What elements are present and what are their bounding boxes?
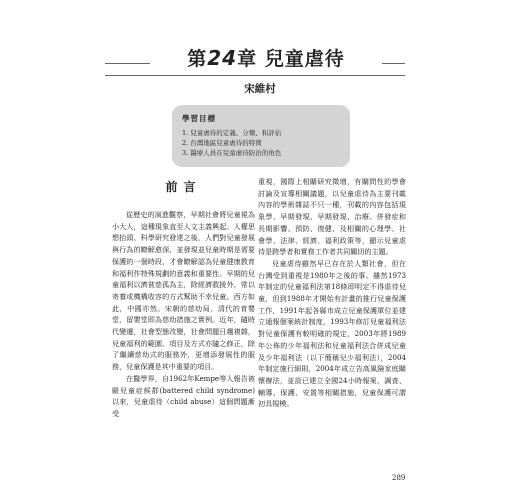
- chapter-prefix: 第: [187, 48, 208, 70]
- page-number: 289: [392, 474, 406, 482]
- objective-item-1: 1. 兒童虐待的定義、分類、和評估: [182, 129, 282, 137]
- paragraph: 在醫學界，自1962年Kempe等人報告被毆兒童症候群(battered child syndrome)以來，兒童虐待（child abuse）這個問題漸受: [112, 373, 255, 418]
- right-column: [258, 176, 406, 410]
- title-rule-bottom: [105, 75, 405, 76]
- chapter-title: [150, 44, 382, 71]
- objectives-heading: 學習目標: [182, 114, 216, 123]
- paragraph: 兒童虐待雖然早已存在於人類社會，但在台灣受到重視是1980年之後的事。雖然1973年制定的兒童福利法第18條即明定不得虐待兒童，但到1988年才開始有計畫的推行兒童保護工作，1991年起各縣市成立兒童保護單位並建立通報個案統計制度，1993年修訂兒童福利法對兒童保護有較明確的規定，2003年將1989年公佈的少年福利法和兒童福利法合併成兒童及少年福利法（以下簡稱兒少福利法），2004年制定施行細則，2004年成立告高風險家庭關懷辦法，並設已建立全國24小時報案，調查、輔導、保護、安置等相關措施，兒童保護可謂初具規模。: [258, 258, 406, 409]
- chapter-suffix: 章 兒童虐待: [237, 48, 345, 70]
- objective-item-2: 2. 台灣地區兒童虐待的特徵: [182, 139, 262, 147]
- paragraph: 從歷史的演進觀察，早期社會將兒童視為小大人，這種現象直至人文主義興起、人權思想抬頭、科學研究發達之後，人們對兒童發展與行為的瞭解愈深，並發現並兒童時期是需要保護的一個時段，才會瞭解認為兒童健康教育和福利作特殊規劃的意義和重要性。早期的兒童福利以濟貧慈孤為主，除經濟救援外，常以寄養或機構收容的方式幫助不幸兒童。西方如此，中國亦然。宋朝的慈幼局，清代的育嬰堂，留嬰堂即為慈幼措施之實例。近年，隨時代變遷，社會型態改變，社會問題日趨複雜，兒童福利的範圍、項目及方式亦隨之修正，除了繼續慈幼式的服務外，更增添發展性的服務，兒童保護是其中重要的項目。: [112, 210, 255, 372]
- paragraph: 重視，國際上相關研究徵增，有關問性的學會討論及宣導相關議題，以兒童虐待為主要刊載內容的學術雜誌不只一種，刊載的內容包括現象學、早期發現、早期發現、治療、併發症和長期影響、預防、復健、及相關的心理學、社會學、法律、經濟、福利政策等，顯示兒童虐待是跨學者和實務工作者共同關切的主題。: [258, 177, 406, 257]
- learning-objectives-box: [172, 105, 350, 167]
- chapter-number: 24: [207, 46, 238, 70]
- section-title: 前言: [165, 180, 202, 194]
- left-column: [112, 176, 255, 420]
- objective-item-3: 3. 醫療人員在兒童虐待防治的角色: [182, 149, 282, 157]
- author-name: 宋維村: [244, 83, 276, 95]
